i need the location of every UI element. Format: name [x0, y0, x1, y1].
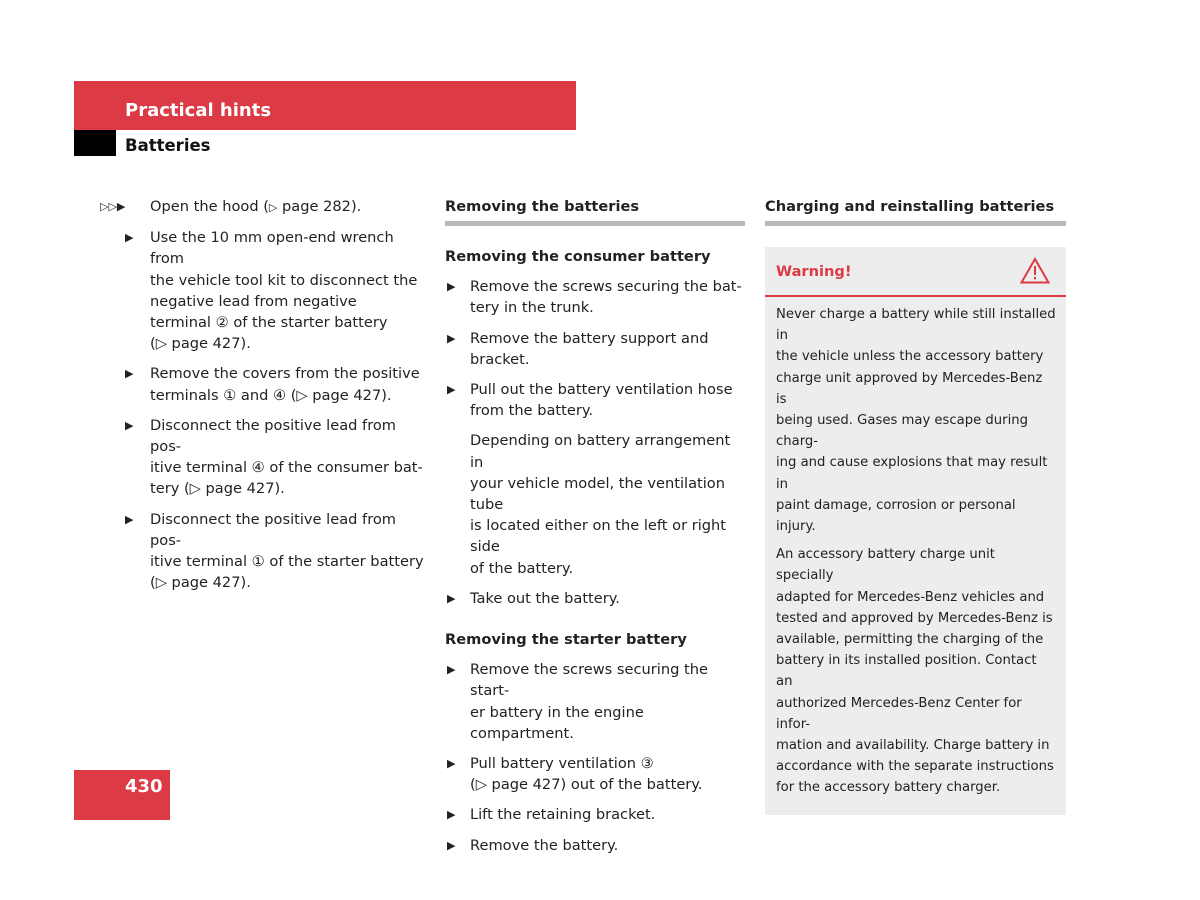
section-heading: Charging and reinstalling batteries — [765, 196, 1066, 226]
section-marker — [74, 130, 116, 156]
list-item: ▶ Remove the screws securing the bat- tery in the trunk. — [447, 278, 742, 317]
column-2 — [445, 196, 745, 865]
list-item: ▶ Pull out the battery ventilation hose from the battery. — [447, 381, 733, 420]
bullet-icon: ▶ — [447, 383, 456, 397]
list-item: ▷▷▶ Open the hood (▷ page 282). — [100, 196, 430, 218]
bullet-icon: ▶ — [447, 663, 456, 677]
bullet-icon: ▶ — [447, 838, 456, 852]
bullet-icon: ▶ — [125, 418, 134, 432]
subheading-consumer: Removing the consumer battery — [445, 248, 711, 265]
bullet-icon: ▶ — [447, 331, 456, 345]
list-item: ▶ Take out the battery. — [445, 588, 745, 609]
section-heading: Removing the batteries — [445, 196, 745, 226]
bullet-icon: ▶ — [125, 367, 134, 381]
list-item: ▶ Remove the battery support and bracket. — [447, 329, 709, 368]
list-item: ▶ Remove the covers from the positive terminals ① and ④ (▷ page 427). — [125, 365, 420, 404]
warning-title: Warning! — [776, 263, 852, 280]
list-item: ▶ Use the 10 mm open-end wrench from the vehicle tool kit to disconnect the negative lead from negative terminal ② of the starter battery (▷ page 427). — [125, 229, 418, 353]
bullet-icon: ▶ — [447, 808, 456, 822]
section-header-bar — [74, 81, 576, 130]
column-3 — [765, 196, 1066, 815]
list-item: ▶ Lift the retaining bracket. — [445, 804, 745, 825]
section-title: Practical hints — [125, 100, 272, 121]
page-number-box — [74, 770, 170, 820]
bullet-icon: ▶ — [447, 591, 456, 605]
subheading-starter: Removing the starter battery — [445, 631, 687, 649]
warning-paragraph: Never charge a battery while still installed in the vehicle unless the accessory battery charge unit approved by Mercedes-Benz is being used. Gases may escape during charg- ing and cause explosions that may result in paint damage, corrosion or personal injury. — [776, 307, 1056, 535]
list-item: ▶ Remove the screws securing the start- er battery in the engine compartment. — [447, 661, 708, 742]
list-item: ▶ Disconnect the positive lead from pos- itive terminal ① of the starter battery (▷ page 427). — [125, 510, 424, 592]
list-item: ▶ Disconnect the positive lead from pos- itive terminal ④ of the consumer bat- tery (▷ page 427). — [125, 416, 423, 498]
page-number: 430 — [125, 776, 163, 797]
bullet-icon: ▶ — [447, 280, 456, 294]
continuation-bullet-icon: ▷▷▶ — [100, 200, 126, 213]
subsection-title: Batteries — [125, 136, 211, 155]
list-item: ▶ Pull battery ventilation ③ (▷ page 427) out of the battery. — [447, 755, 703, 794]
bullet-icon: ▶ — [125, 512, 134, 526]
warning-triangle-icon — [1020, 257, 1050, 284]
column-1 — [100, 196, 430, 602]
note-paragraph: Depending on battery arrangement in your vehicle model, the ventilation tube is located either on the left or right side of the battery. — [470, 432, 731, 577]
warning-paragraph: An accessory battery charge unit specially adapted for Mercedes-Benz vehicles and tested and approved by Mercedes-Benz is available, permitting the charging of the battery in its installed position. Contact an authorized Mercedes-Benz Center for infor- mation and availability. Charge battery in accordance with the separate instructions for the accessory battery charger. — [776, 547, 1054, 796]
warning-header — [765, 247, 1066, 297]
bullet-icon: ▶ — [125, 231, 134, 245]
warning-box — [765, 247, 1066, 815]
list-item: ▶ Remove the battery. — [445, 835, 745, 856]
bullet-icon: ▶ — [447, 757, 456, 771]
